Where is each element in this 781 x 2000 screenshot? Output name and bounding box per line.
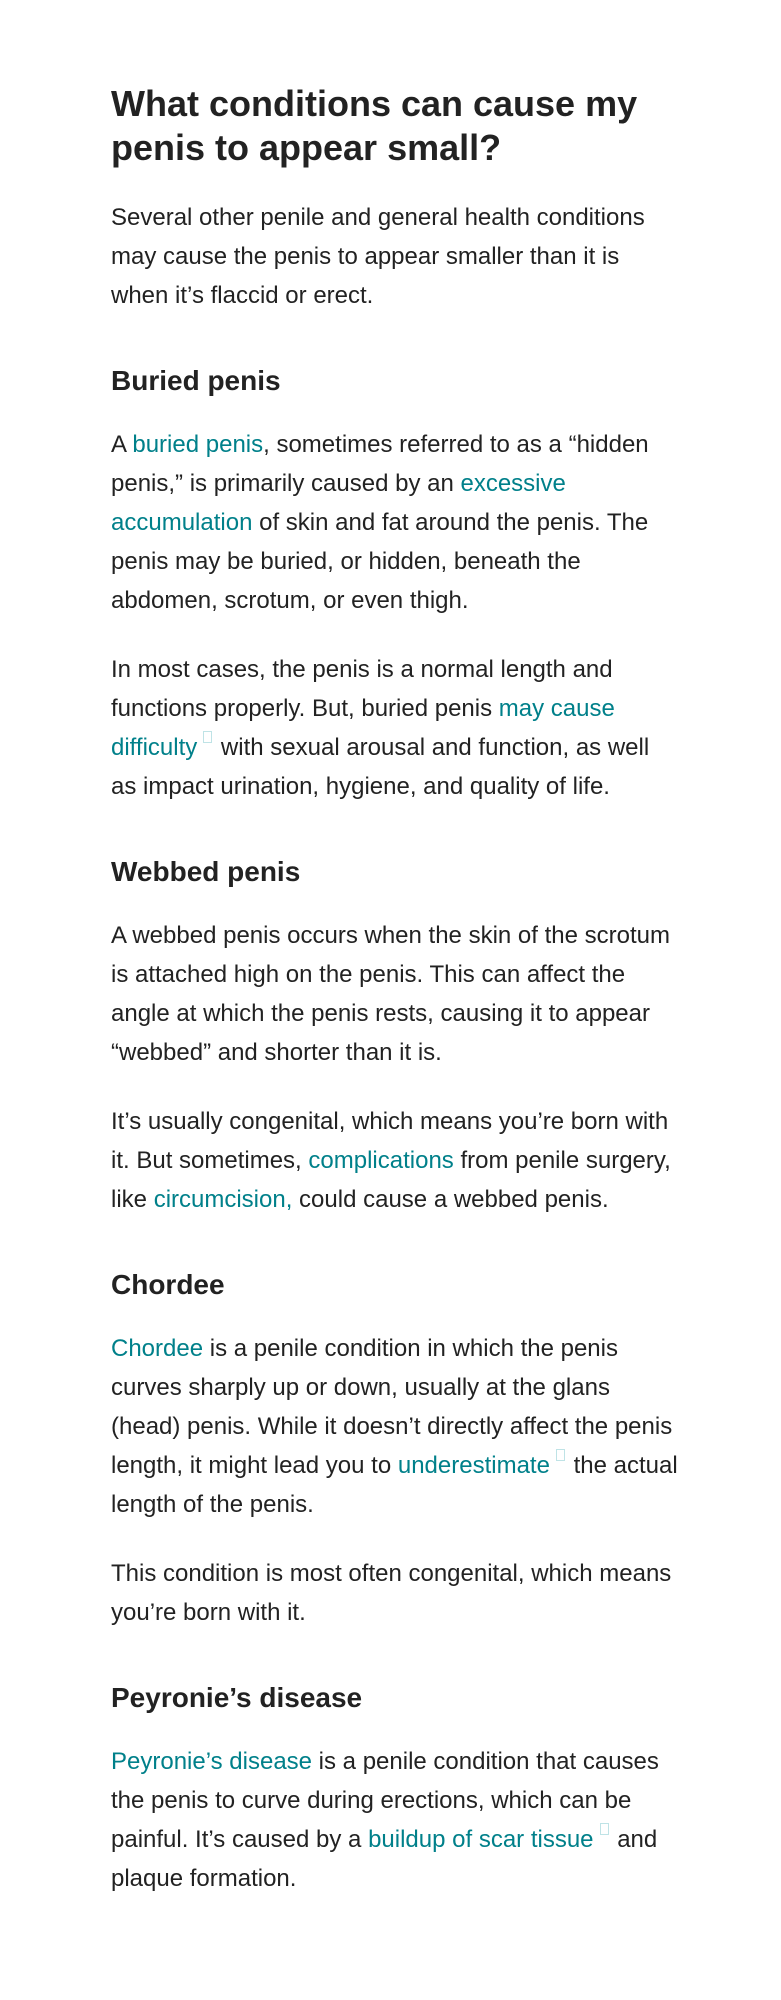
webbed-penis-paragraph-2 bbox=[111, 1102, 681, 1219]
text-span: could cause a webbed penis. bbox=[292, 1186, 609, 1213]
buried-penis-paragraph-1 bbox=[111, 425, 681, 620]
text-span: and plaque formation. bbox=[111, 1826, 658, 1892]
external-link-icon bbox=[203, 731, 212, 743]
link-excessive-accumulation[interactable]: excessive accumulation bbox=[111, 470, 566, 536]
external-link-icon bbox=[600, 1823, 609, 1835]
section-heading-webbed-penis: Webbed penis bbox=[111, 856, 301, 887]
text-span: is a penile condition that causes the penis to curve during erections, which can be painful. It’s caused by a bbox=[111, 1748, 659, 1853]
link-underestimate[interactable]: underestimate bbox=[397, 1452, 550, 1479]
text-span: of skin and fat around the penis. The penis may be buried, or hidden, beneath the abdomen, scrotum, or even thigh. bbox=[111, 509, 649, 614]
link-complications[interactable]: complications bbox=[308, 1147, 454, 1174]
text-span: , sometimes referred to as a “hidden penis,” is primarily caused by an bbox=[111, 431, 649, 497]
link-peyronies-disease[interactable]: Peyronie’s disease bbox=[111, 1748, 313, 1775]
link-may-cause-difficulty[interactable]: may cause difficulty bbox=[111, 695, 615, 761]
article bbox=[111, 0, 681, 1898]
webbed-penis-paragraph-1: A webbed penis occurs when the skin of the scrotum is attached high on the penis. This can affect the angle at which the penis rests, causing it to appear “webbed” and shorter than it is. bbox=[111, 922, 670, 1066]
link-buildup-of-scar-tissue[interactable]: buildup of scar tissue bbox=[368, 1826, 594, 1853]
text-span: from penile surgery, like bbox=[111, 1147, 671, 1213]
intro-paragraph: Several other penile and general health conditions may cause the penis to appear smaller than it is when it’s flaccid or erect. bbox=[111, 204, 645, 309]
chordee-paragraph-1 bbox=[111, 1329, 681, 1524]
peyronies-disease-paragraph-1 bbox=[111, 1742, 681, 1898]
section-heading-buried-penis: Buried penis bbox=[111, 365, 281, 396]
text-span: A bbox=[111, 431, 133, 458]
text-span: with sexual arousal and function, as well as impact urination, hygiene, and quality of life. bbox=[111, 734, 650, 800]
section-heading-peyronies-disease: Peyronie’s disease bbox=[111, 1682, 363, 1713]
link-circumcision[interactable]: circumcision, bbox=[153, 1186, 293, 1213]
link-chordee[interactable]: Chordee bbox=[111, 1335, 204, 1362]
text-span: the actual length of the penis. bbox=[111, 1452, 678, 1518]
external-link-icon bbox=[556, 1449, 565, 1461]
text-span: In most cases, the penis is a normal length and functions properly. But, buried penis bbox=[111, 656, 613, 722]
chordee-paragraph-2: This condition is most often congenital, which means you’re born with it. bbox=[111, 1560, 672, 1626]
text-span: It’s usually congenital, which means you’re born with it. But sometimes, bbox=[111, 1108, 669, 1174]
page-title: What conditions can cause my penis to appear small? bbox=[111, 83, 638, 168]
text-span: is a penile condition in which the penis curves sharply up or down, usually at the glans (head) penis. While it doesn’t directly affect the penis length, it might lead you to bbox=[111, 1335, 673, 1479]
link-buried-penis[interactable]: buried penis bbox=[132, 431, 264, 458]
buried-penis-paragraph-2 bbox=[111, 650, 681, 806]
section-heading-chordee: Chordee bbox=[111, 1269, 225, 1300]
